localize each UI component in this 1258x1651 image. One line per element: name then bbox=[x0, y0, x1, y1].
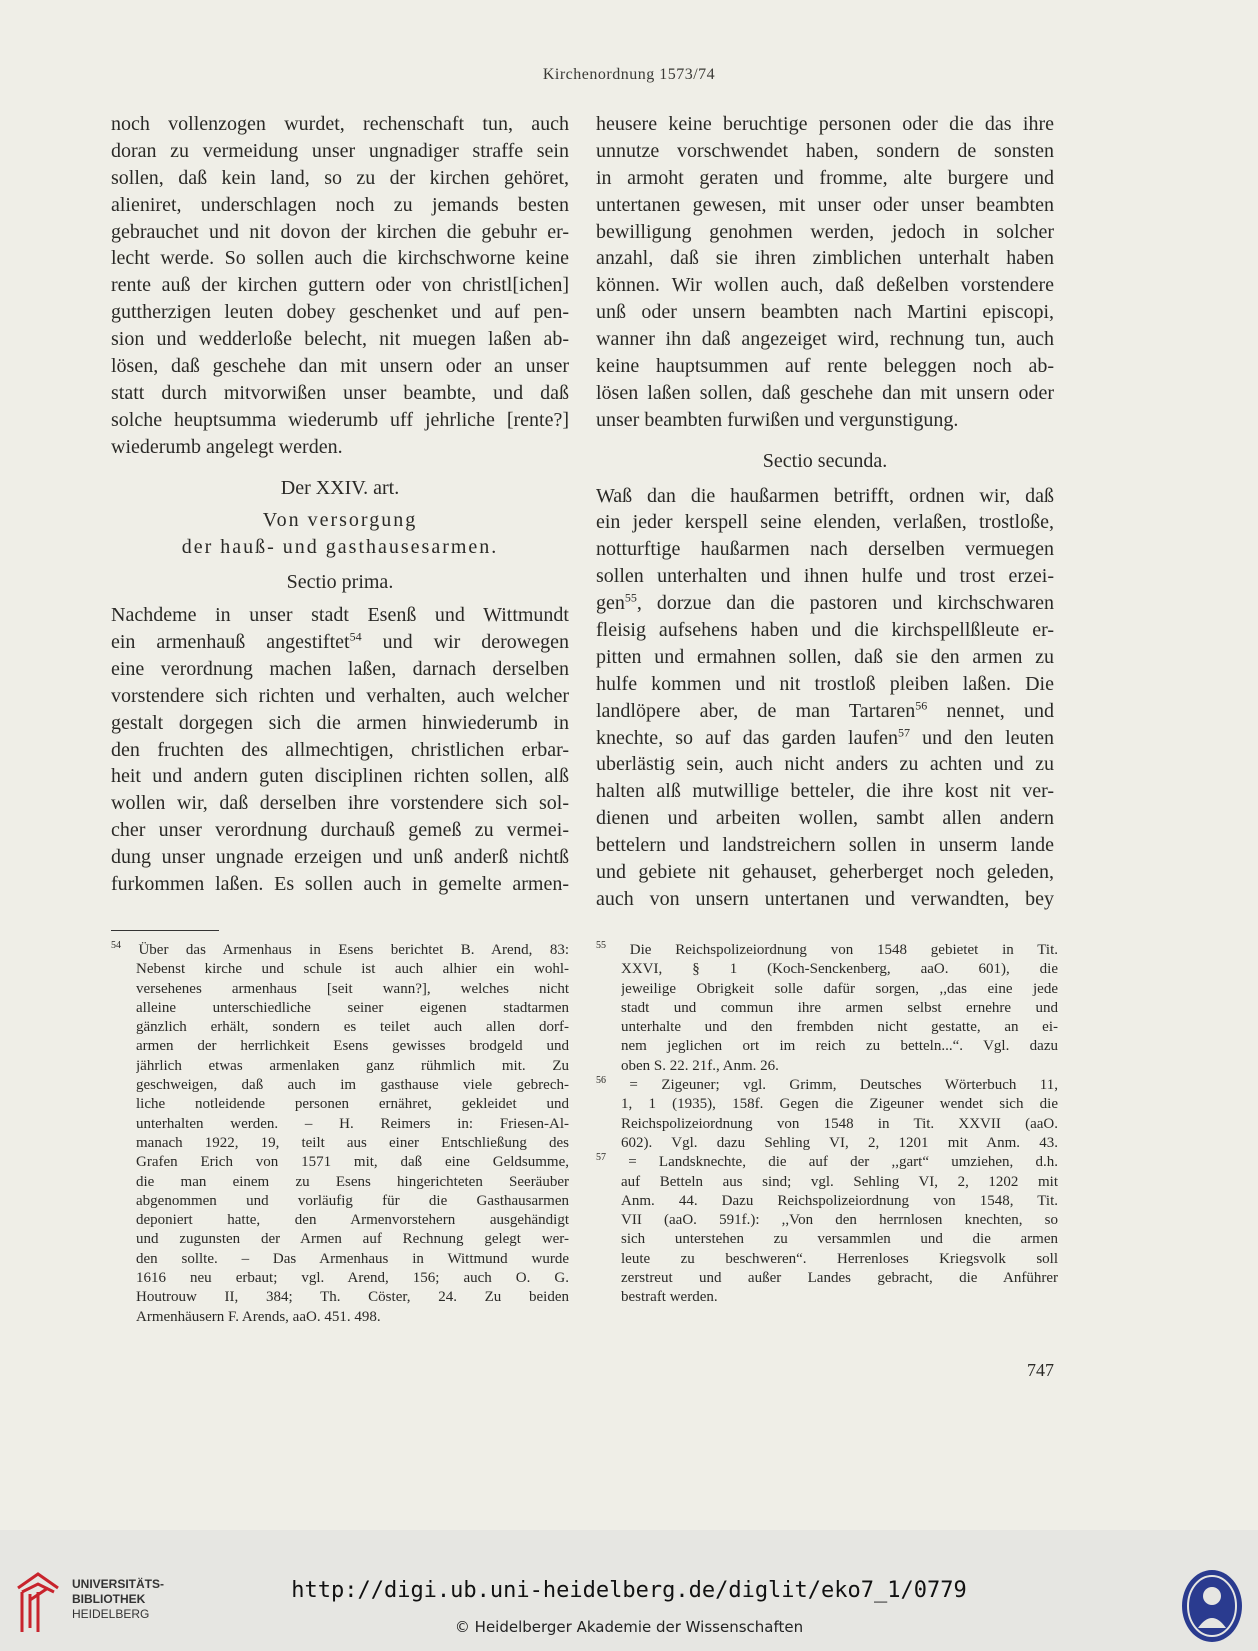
footnote-ref-57[interactable]: 57 bbox=[897, 724, 910, 739]
footnote-ref-56[interactable]: 56 bbox=[915, 698, 928, 713]
paragraph-line: keine hauptsummen auf rente beleggen noch ab- bbox=[596, 355, 1054, 378]
paragraph-line: eine verordnung machen laßen, darnach derselben bbox=[111, 657, 569, 680]
footnote-line: die man einem zu Esens hingerichteten Seeräuber bbox=[136, 1173, 569, 1190]
footnote-56-first bbox=[596, 1076, 1058, 1095]
paragraph-line bbox=[596, 725, 1054, 752]
text-span: , dorzue dan die pastoren und kirchschwaren bbox=[636, 592, 1054, 615]
footnote-line: Anm. 44. Dazu Reichspolizeiordnung von 1548, Tit. bbox=[621, 1192, 1058, 1209]
footnote-line: Houtrouw II, 384; Th. Cöster, 24. Zu beiden bbox=[136, 1289, 569, 1306]
footnote-line: abgenommen und vorläufig für die Gasthausarmen bbox=[136, 1192, 569, 1209]
paragraph-line: bewilligung genohmen werden, jedoch in solcher bbox=[596, 220, 1054, 243]
paragraph-line: heusere keine beruchtige personen oder die das ihre bbox=[596, 113, 1054, 135]
academy-seal-icon[interactable] bbox=[1180, 1568, 1244, 1644]
footnote-line: Armenhäusern F. Arends, aaO. 451. 498. bbox=[136, 1308, 381, 1325]
paragraph-line: cher unser verordnung durchauß gemeß zu vermei- bbox=[111, 819, 569, 842]
footnote-line: liche notleidende personen ernähret, gekleidet und bbox=[136, 1096, 569, 1113]
footnote-number: 57 bbox=[596, 1153, 606, 1164]
paragraph-line: gestalt dorgegen sich die armen hinwiederumb in bbox=[111, 711, 569, 734]
paragraph-line bbox=[111, 629, 569, 656]
paragraph-line: können. Wir wollen auch, daß deßelben vorstendere bbox=[596, 274, 1054, 297]
paragraph-line: gebrauchet und nit dovon der kirchen die gebuhr er- bbox=[111, 220, 569, 243]
footnote-line: auf Betteln aus sind; vgl. Sehling VI, 2, 1202 mit bbox=[621, 1173, 1058, 1190]
right-lines-top bbox=[596, 111, 1054, 434]
paragraph-line: anzahl, daß sie ihren zimblichen unterhalt haben bbox=[596, 247, 1054, 270]
footnote-57-body bbox=[596, 1173, 1058, 1308]
paragraph-line: den fruchten des allmechtigen, christlichen erbar- bbox=[111, 738, 569, 761]
text-span: und den leuten bbox=[909, 726, 1054, 749]
library-name-line: BIBLIOTHEK bbox=[72, 1592, 146, 1606]
paragraph-line: noch vollenzogen wurdet, rechenschaft tun, auch bbox=[111, 113, 569, 135]
footnote-line: und zugunsten der Armen auf Rechnung gelegt wer- bbox=[136, 1231, 569, 1248]
footnote-ref-55[interactable]: 55 bbox=[624, 590, 637, 605]
footnote-57-first bbox=[596, 1153, 1058, 1172]
footnote-line: VII (aaO. 591f.): ,,Von den herrnlosen knechten, so bbox=[621, 1212, 1058, 1229]
paragraph-line: und gebiete nit gehauset, geherberget noch geleden, bbox=[596, 861, 1054, 884]
footnote-line: oben S. 22. 21f., Anm. 26. bbox=[621, 1057, 779, 1074]
paragraph-line: wanner ihn daß angezeiget wird, rechnung tun, auch bbox=[596, 328, 1054, 351]
footnote-rule bbox=[111, 930, 219, 931]
paragraph-line: wiederumb angelegt werden. bbox=[111, 435, 343, 458]
paragraph-line: doran zu vermeidung unser ungnadiger straffe sein bbox=[111, 139, 569, 162]
paragraph-line: pitten und ermahnen sollen, daß sie den armen zu bbox=[596, 645, 1054, 668]
paragraph-line: unser beambten furwißen und vergunstigung. bbox=[596, 408, 959, 431]
text-span: Die Reichspolizeiordnung von 1548 gebietet in Tit. bbox=[606, 942, 1058, 958]
paragraph-line: vorstendere sich richten und verhalten, auch welcher bbox=[111, 684, 569, 707]
footnote-line: 602). Vgl. dazu Sehling VI, 2, 1201 mit Anm. 43. bbox=[621, 1134, 1058, 1151]
text-span: landlöpere aber, de man Tartaren bbox=[596, 699, 916, 722]
footnote-56-body bbox=[596, 1095, 1058, 1153]
paragraph-line: sollen unterhalten und ihnen hulfe und trost erzei- bbox=[596, 565, 1054, 588]
article-title-line-1: Von versorgung bbox=[262, 509, 418, 532]
text-span: knechte, so auf das garden laufen bbox=[596, 726, 898, 749]
paragraph-line: furkommen laßen. Es sollen auch in gemelte armen- bbox=[111, 873, 569, 896]
paragraph-line: Waß dan die haußarmen betrifft, ordnen wir, daß bbox=[596, 484, 1054, 507]
paragraph-line: untertanen gewesen, mit unser oder unser beambten bbox=[596, 193, 1054, 216]
footnote-line: jährlich etwas armenlaken ganz rühmlich mit. Zu bbox=[136, 1057, 569, 1074]
text-span: = Zigeuner; vgl. Grimm, Deutsches Wörterbuch 11, bbox=[606, 1077, 1058, 1094]
paragraph-line: hulfe kommen und nit trostloß pleiben laßen. Die bbox=[596, 672, 1054, 695]
paragraph-line: unß oder unsern beambten nach Martini episcopi, bbox=[596, 301, 1054, 324]
text-span: Über das Armenhaus in Esens berichtet B. Arend, 83: bbox=[121, 942, 569, 958]
paragraph-line: sollen, daß kein land, so zu der kirchen gehöret, bbox=[111, 166, 569, 189]
right-lines-mid2 bbox=[596, 617, 1054, 698]
paragraph-line: halten alß mutwillige betteler, die ihre kost nit ver- bbox=[596, 780, 1054, 803]
library-name-line: UNIVERSITÄTS- bbox=[72, 1577, 165, 1591]
article-heading: Der XXIV. art. bbox=[280, 476, 400, 499]
paragraph-line: unnutze vorschwendet haben, sondern de sonsten bbox=[596, 139, 1054, 162]
text-span: ein armenhauß angestiftet bbox=[111, 631, 350, 654]
footnote-line: Grafen Erich von 1571 mit, daß eine Geldsumme, bbox=[136, 1154, 569, 1171]
footnote-number: 56 bbox=[596, 1076, 606, 1087]
paragraph-line: wollen wir, daß derselben ihre vorstendere sich sol- bbox=[111, 792, 569, 815]
footnote-line: armen der herrlichkeit Esens gewisses brodgeld und bbox=[136, 1038, 569, 1055]
paragraph-line: lecht werde. So sollen auch die kirchschworne keine bbox=[111, 247, 569, 270]
paragraph-line: lösen, daß geschehe dan mit unsern oder an unser bbox=[111, 355, 569, 378]
footnote-line: alleine unterschiedliche seiner eigenen stadtarmen bbox=[136, 999, 569, 1016]
article-title-line-2: der hauß- und gasthausesarmen. bbox=[181, 536, 499, 559]
footnote-line: Reichspolizeiordnung von 1548 in Tit. XXVII (aaO. bbox=[621, 1115, 1058, 1132]
footnote-54-first bbox=[111, 941, 569, 960]
paragraph-line: notturftige haußarmen nach derselben vermuegen bbox=[596, 538, 1054, 561]
footnote-line: 1, 1 (1935), 158f. Gegen die Zigeuner wendet sich die bbox=[621, 1096, 1058, 1113]
footnote-line: zerstreut und außer Landes gebracht, die Anführer bbox=[621, 1270, 1058, 1287]
footnote-55-body bbox=[596, 960, 1058, 1076]
footnote-ref-54[interactable]: 54 bbox=[349, 629, 362, 644]
paragraph-line: heit und andern guten disciplinen richten sollen, alß bbox=[111, 765, 569, 788]
permalink-url[interactable]: http://digi.ub.uni-heidelberg.de/diglit/eko7_1/0779 bbox=[291, 1578, 967, 1603]
footnote-line: versehenes armenhaus [seit wann?], welches nicht bbox=[136, 980, 569, 997]
paragraph-line: solche heuptsumma wiederumb uff jehrliche [rente?] bbox=[111, 408, 569, 431]
paragraph-line: ein jeder kerspell seine elenden, verlaßen, trostloße, bbox=[596, 511, 1054, 534]
footnote-line: unterhalten werden. – H. Reimers in: Friesen-Al- bbox=[136, 1115, 569, 1132]
text-span: nennet, und bbox=[927, 699, 1054, 722]
paragraph-line: Nachdeme in unser stadt Esenß und Wittmundt bbox=[111, 604, 569, 627]
right-column bbox=[596, 111, 1054, 913]
footnote-line: den sollte. – Das Armenhaus in Wittmund wurde bbox=[136, 1250, 569, 1267]
footnotes-right bbox=[596, 941, 1058, 1308]
paragraph-line: dienen und arbeiten wollen, sambt allen andern bbox=[596, 807, 1054, 830]
paragraph-line: alieniret, underschlagen noch zu jemands besten bbox=[111, 193, 569, 216]
left-column bbox=[111, 111, 569, 898]
left-lines-top bbox=[111, 111, 569, 461]
paragraph-line: auch von unsern untertanen und verwandten, bey bbox=[596, 887, 1054, 910]
footnote-line: sich unterstehen zu versammlen und die armen bbox=[621, 1231, 1058, 1248]
copyright-notice: © Heidelberger Akademie der Wissenschaften bbox=[454, 1618, 804, 1636]
page-number: 747 bbox=[1027, 1360, 1054, 1380]
paragraph-line: fleisig aufsehens haben und die kirchspellßleute er- bbox=[596, 619, 1054, 642]
footnote-line: gänzlich erhält, sondern es teilet auch allen dorf- bbox=[136, 1019, 569, 1036]
text-span: gen bbox=[596, 592, 625, 615]
footnote-55-first bbox=[596, 941, 1058, 960]
paragraph-line: statt durch mitvorwißen unser beambte, und daß bbox=[111, 381, 569, 404]
footnote-line: leute zu beschweren“. Herrenloses Kriegsvolk soll bbox=[621, 1250, 1058, 1267]
left-lines-bottom bbox=[111, 656, 569, 898]
running-title: Kirchenordnung 1573/74 bbox=[542, 66, 716, 83]
library-name-line: HEIDELBERG bbox=[72, 1607, 150, 1621]
footnotes-left bbox=[111, 941, 569, 1327]
paragraph-line bbox=[596, 698, 1054, 725]
sectio-secunda-heading: Sectio secunda. bbox=[762, 449, 888, 472]
paragraph-line: bettelern und landstreichern sollen in unserm lande bbox=[596, 834, 1054, 857]
paragraph-line: rente auß der kirchen guttern oder von christl[ichen] bbox=[111, 274, 569, 297]
paragraph-line bbox=[596, 590, 1054, 617]
footnote-line: unterhalte und den frembden nicht gestatte, an ei- bbox=[621, 1019, 1058, 1036]
paragraph-line: guttherzigen leuten dobey geschenket und auf pen- bbox=[111, 301, 569, 324]
footnote-line: XXVI, § 1 (Koch-Senckenberg, aaO. 601), die bbox=[621, 961, 1058, 978]
footnote-number: 55 bbox=[596, 941, 606, 951]
paragraph-line: uberlästig sein, auch nicht anders zu achten und zu bbox=[596, 753, 1054, 776]
right-lines-mid bbox=[596, 483, 1054, 591]
paragraph-line: lösen laßen sollen, daß geschehe dan mit unsern oder bbox=[596, 381, 1054, 404]
footnote-line: 1616 neu erbaut; vgl. Arend, 156; auch O. G. bbox=[136, 1270, 569, 1287]
paragraph-line: in armoht geraten und fromme, alte burgere und bbox=[596, 166, 1054, 189]
footnote-line: Nebenst kirche und schule ist auch alhier ein wohl- bbox=[136, 961, 569, 978]
sectio-prima-heading: Sectio prima. bbox=[286, 571, 394, 594]
footnote-54-body bbox=[111, 960, 569, 1327]
footnote-line: manach 1922, 19, teilt aus einer Entschließung des bbox=[136, 1134, 569, 1151]
paragraph-line: dung unser ungnade erzeigen und unß anderß nichtß bbox=[111, 846, 569, 869]
footnote-line: nem jeglichen ort im reich zu betteln...“. Vgl. dazu bbox=[621, 1038, 1058, 1055]
viewer-footer bbox=[0, 1530, 1258, 1651]
text-span: und wir derowegen bbox=[361, 631, 569, 654]
footnote-line: geschweigen, daß auch im gasthause viele gebrech- bbox=[136, 1077, 569, 1094]
text-span: = Landsknechte, die auf der ,,gart“ umziehen, d.h. bbox=[606, 1154, 1058, 1171]
footnote-line: bestraft werden. bbox=[621, 1289, 718, 1306]
footnote-number: 54 bbox=[111, 941, 121, 951]
paragraph-line: sion und wedderloße belecht, nit muegen laßen ab- bbox=[111, 328, 569, 351]
right-lines-bottom bbox=[596, 751, 1054, 912]
footnote-line: jeweilige Obrigkeit solle dafür sorgen, ,,das eine jede bbox=[621, 980, 1058, 997]
footnote-line: stadt und commun ihre armen selbst ernehre und bbox=[621, 999, 1058, 1016]
footnote-line: deponiert hatte, den Armenvorstehern ausgehändigt bbox=[136, 1212, 569, 1229]
